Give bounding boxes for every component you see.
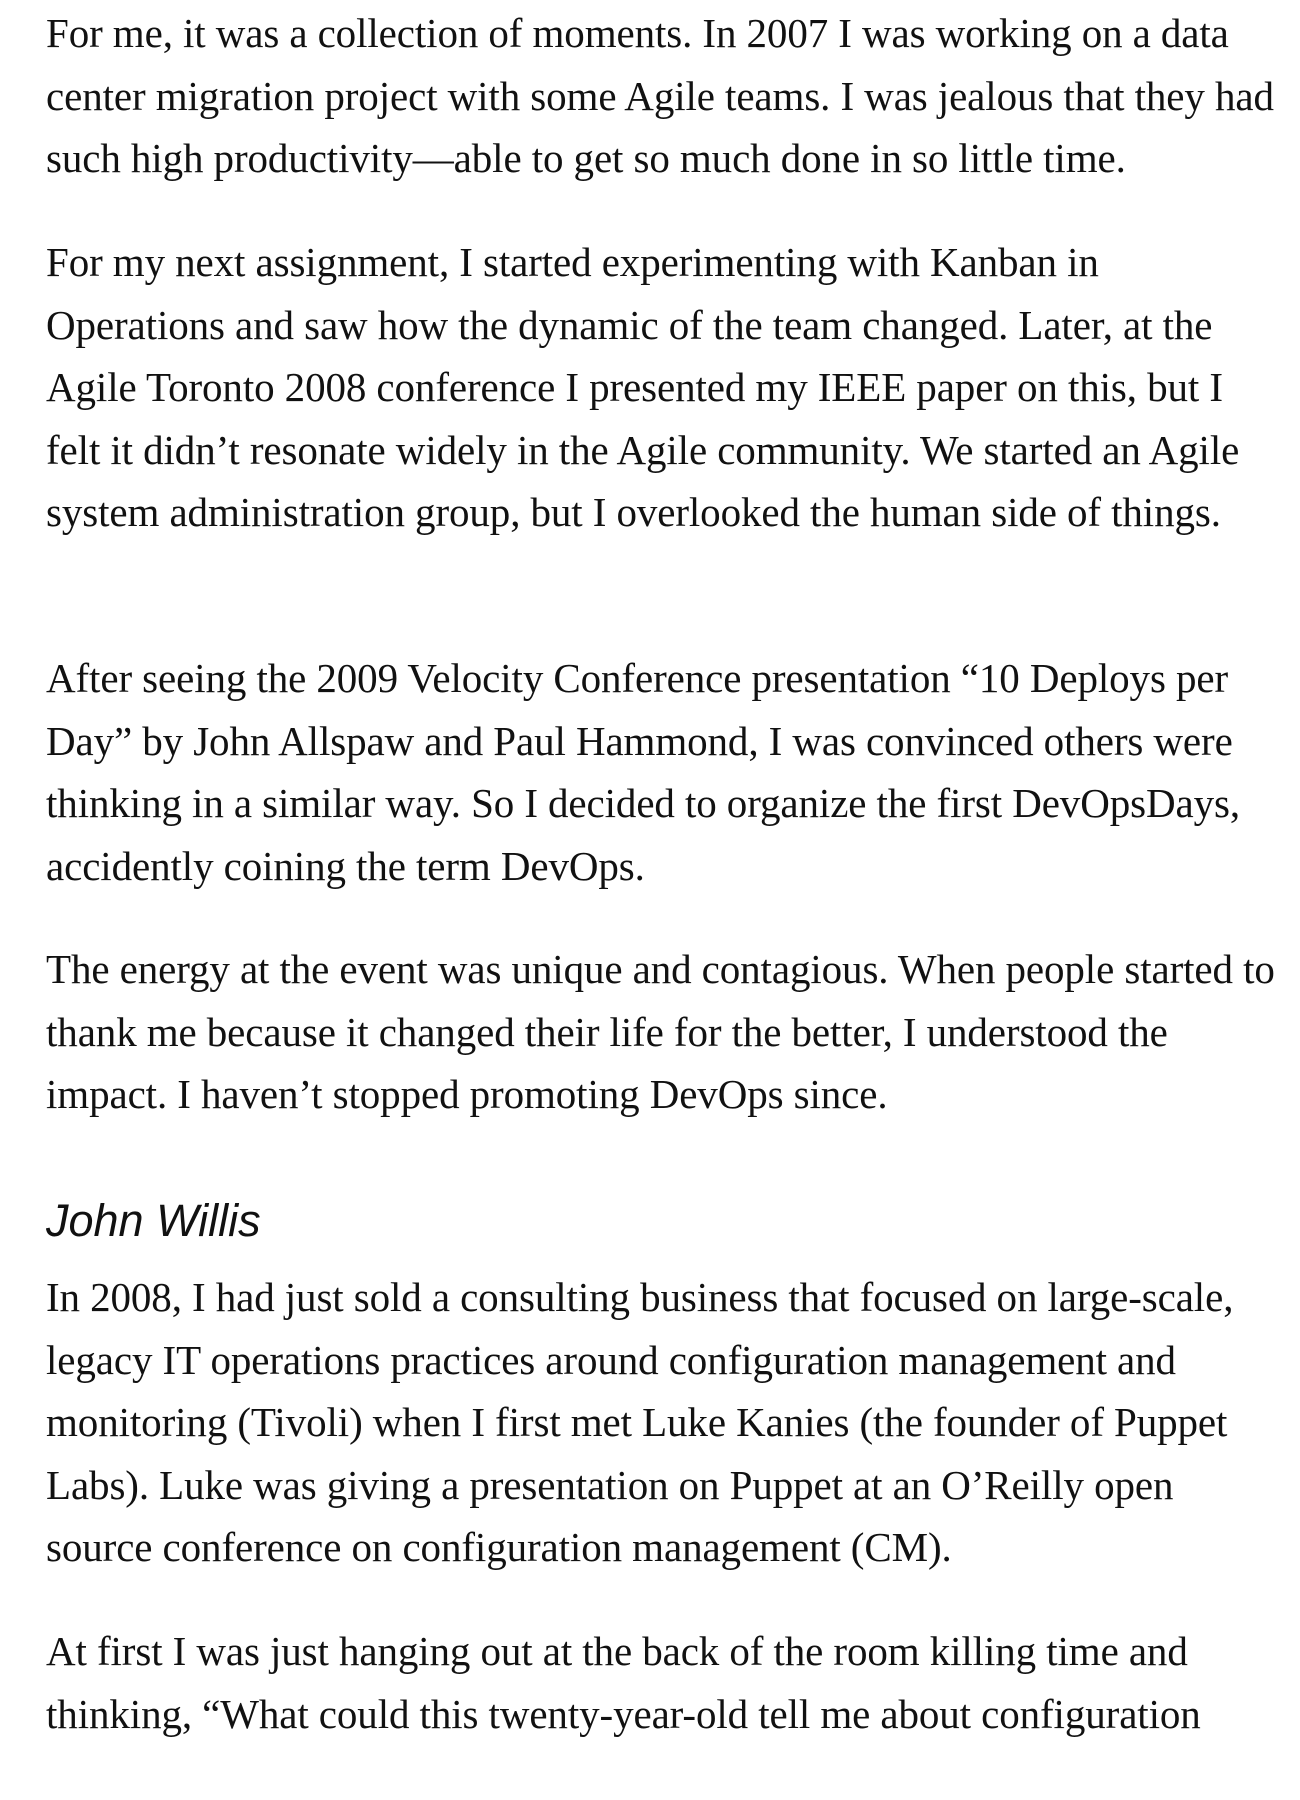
body-paragraph: For my next assignment, I started experimenting with Kanban in Operations and saw how the dynamic of the team changed. Later, at the Agile Toronto 2008 conference I presented my IEEE paper on this, but I felt it didn’t resonate widely in the Agile community. We started an Agile system administration group, but I overlooked the human side of things. bbox=[46, 239, 1240, 535]
body-paragraph: The energy at the event was unique and contagious. When people started to thank me because it changed their life for the better, I understood the impact. I haven’t stopped promoting DevOps since. bbox=[46, 946, 1275, 1117]
section-heading: John Willis bbox=[46, 1195, 261, 1246]
body-paragraph: For me, it was a collection of moments. In 2007 I was working on a data center migration project with some Agile teams. I was jealous that they had such high productivity—able to get so much done in so little time. bbox=[46, 10, 1274, 181]
document-page bbox=[46, 0, 1286, 1800]
body-paragraph: In 2008, I had just sold a consulting business that focused on large-scale, legacy IT operations practices around configuration management and monitoring (Tivoli) when I first met Luke Kanies (the founder of Puppet Labs). Luke was giving a presentation on Puppet at an O’Reilly open source conference on configuration management (CM). bbox=[46, 1274, 1234, 1570]
body-paragraph: At first I was just hanging out at the back of the room killing time and thinking, “What could this twenty-year-old tell me about configuration bbox=[46, 1628, 1201, 1737]
body-paragraph: After seeing the 2009 Velocity Conference presentation “10 Deploys per Day” by John Allspaw and Paul Hammond, I was convinced others were thinking in a similar way. So I decided to organize the first DevOpsDays, accidently coining the term DevOps. bbox=[46, 655, 1240, 889]
